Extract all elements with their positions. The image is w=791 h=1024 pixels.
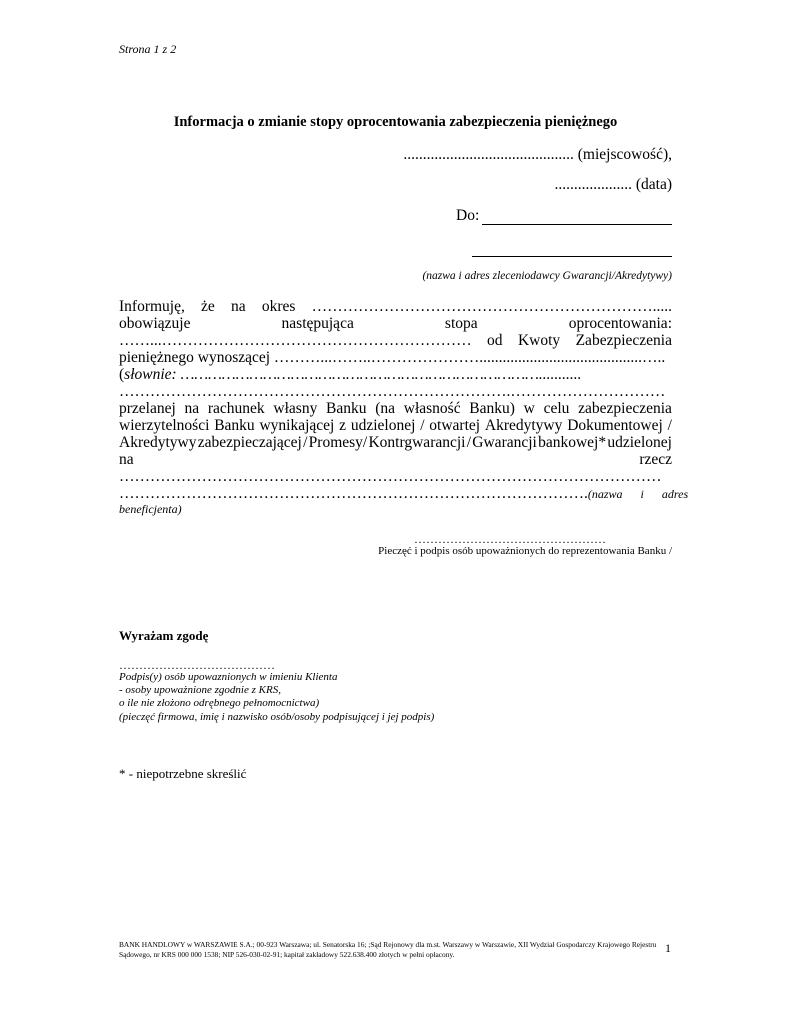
- recipient-line-2: [472, 256, 672, 257]
- word: rachunek: [207, 400, 265, 417]
- word: od: [487, 332, 503, 349]
- consent-line-3: o ile nie złożono odrębnego pełnomocnictwa): [119, 697, 320, 709]
- word: Banku: [214, 417, 255, 434]
- body-line-11: ……………………………………………………………………………………………: [119, 468, 662, 485]
- body-line-1: [119, 298, 672, 316]
- word: przelanej: [119, 400, 176, 417]
- paren: (: [119, 366, 125, 383]
- word: adres: [661, 487, 689, 501]
- word: (nazwa: [587, 487, 623, 501]
- word: /: [303, 434, 308, 451]
- word: Akredytywy: [484, 417, 563, 434]
- word: Banku): [469, 400, 515, 417]
- consent-line-4: (pieczęć firmowa, imię i nazwisko osób/osoby podpisującej i jej podpis): [119, 711, 435, 723]
- word: udzielonej: [350, 417, 416, 434]
- word: rzecz: [639, 451, 672, 468]
- word: oprocentowania:: [568, 315, 672, 332]
- body-line-8: [119, 417, 672, 435]
- body-line-2: [119, 315, 672, 333]
- body-line-5: [119, 366, 582, 384]
- word: /: [420, 417, 425, 434]
- consent-signature-dots: …………………………………: [119, 658, 275, 672]
- recipient-line-1: [482, 224, 672, 225]
- body-line-12: [119, 485, 689, 503]
- word: zabezpieczenia: [578, 400, 672, 417]
- word: z: [339, 417, 347, 434]
- word: Kontrgwarancji: [368, 434, 466, 451]
- date-line: .................... (data): [554, 176, 672, 193]
- page-label: Strona 1 z 2: [119, 42, 177, 56]
- word: zabezpieczającej: [197, 434, 302, 451]
- word: (na: [375, 400, 396, 417]
- bank-signature-dots: …………………………………………: [414, 532, 606, 546]
- word: okres: [261, 298, 296, 315]
- beneficiary-caption: [588, 485, 688, 503]
- footer-line-2: Sądowego, nr KRS 000 000 1538; NIP 526-030-02-91; kapitał zakładowy 522.638.400 złotych w pełni opłacony.: [119, 950, 455, 959]
- word: na: [119, 451, 134, 468]
- word: że: [201, 298, 215, 315]
- word: Kwoty: [517, 332, 561, 349]
- beneficiary-caption-end: beneficjenta): [119, 502, 182, 516]
- body-line-9: [119, 434, 672, 452]
- word: /: [466, 434, 472, 451]
- word: ………………………………………………………….....: [311, 298, 672, 315]
- word: bankowej*: [538, 434, 607, 451]
- document-title: Informacja o zmianie stopy oprocentowania zabezpieczenia pieniężnego: [173, 114, 618, 130]
- footnote: * - niepotrzebne skreślić: [119, 766, 247, 781]
- word: obowiązuje: [119, 315, 191, 332]
- beneficiary-dots: ……………………………………………………………………………….: [119, 485, 588, 502]
- bank-signature-caption: Pieczęć i podpis osób upoważnionych do reprezentowania Banku /: [378, 545, 672, 557]
- word: Promesy/: [308, 434, 368, 451]
- consent-line-2: - osoby upoważnione zgodnie z KRS,: [119, 684, 281, 696]
- to-label: Do:: [456, 207, 480, 224]
- body-line-4: pieniężnego wynoszącej ………...……..…………………..........................................…..: [119, 349, 666, 366]
- body-line-7: [119, 400, 672, 418]
- word: Banku: [326, 400, 367, 417]
- body-line-10: [119, 451, 672, 469]
- word: wynikającej: [259, 417, 335, 434]
- body-line-6: ………………………………………………………………….…………………………: [119, 383, 666, 400]
- word: celu: [543, 400, 570, 417]
- word: w: [523, 400, 535, 417]
- word: ……...……………………………………………………: [119, 332, 472, 349]
- words-in-letters: słownie: ……………………………………………………………………...........: [124, 366, 582, 383]
- word: Dokumentowej: [567, 417, 663, 434]
- footer-line-1: BANK HANDLOWY w WARSZAWIE S.A.; 00-923 Warszawa; ul. Senatorska 16; ;Sąd Rejonowy dla m.st. Warszawy w Warszawie, XII Wydział Gospodarczy Krajowego Rejestru: [119, 940, 657, 949]
- word: na: [231, 298, 246, 315]
- word: Gwarancji: [472, 434, 537, 451]
- consent-line-1: Podpis(y) osób upowaznionych w imieniu Klienta: [119, 671, 338, 683]
- word: własny: [273, 400, 318, 417]
- recipient-caption: (nazwa i adres zleceniodawcy Gwarancji/Akredytywy): [422, 270, 672, 282]
- word: i: [640, 487, 644, 501]
- body-line-3: [119, 332, 672, 350]
- word: Zabezpieczenia: [575, 332, 672, 349]
- word: Informuję,: [119, 298, 185, 315]
- word: /: [667, 417, 672, 434]
- word: Akredytywy: [119, 434, 197, 451]
- word: wierzytelności: [119, 417, 210, 434]
- word: stopa: [444, 315, 478, 332]
- word: otwartej: [429, 417, 481, 434]
- page-number: 1: [665, 941, 671, 955]
- word: na: [184, 400, 200, 417]
- word: udzielonej: [607, 434, 672, 451]
- word: własność: [403, 400, 461, 417]
- consent-heading: Wyrażam zgodę: [119, 628, 209, 643]
- word: następująca: [281, 315, 354, 332]
- place-line: ............................................ (miejscowość),: [403, 146, 672, 163]
